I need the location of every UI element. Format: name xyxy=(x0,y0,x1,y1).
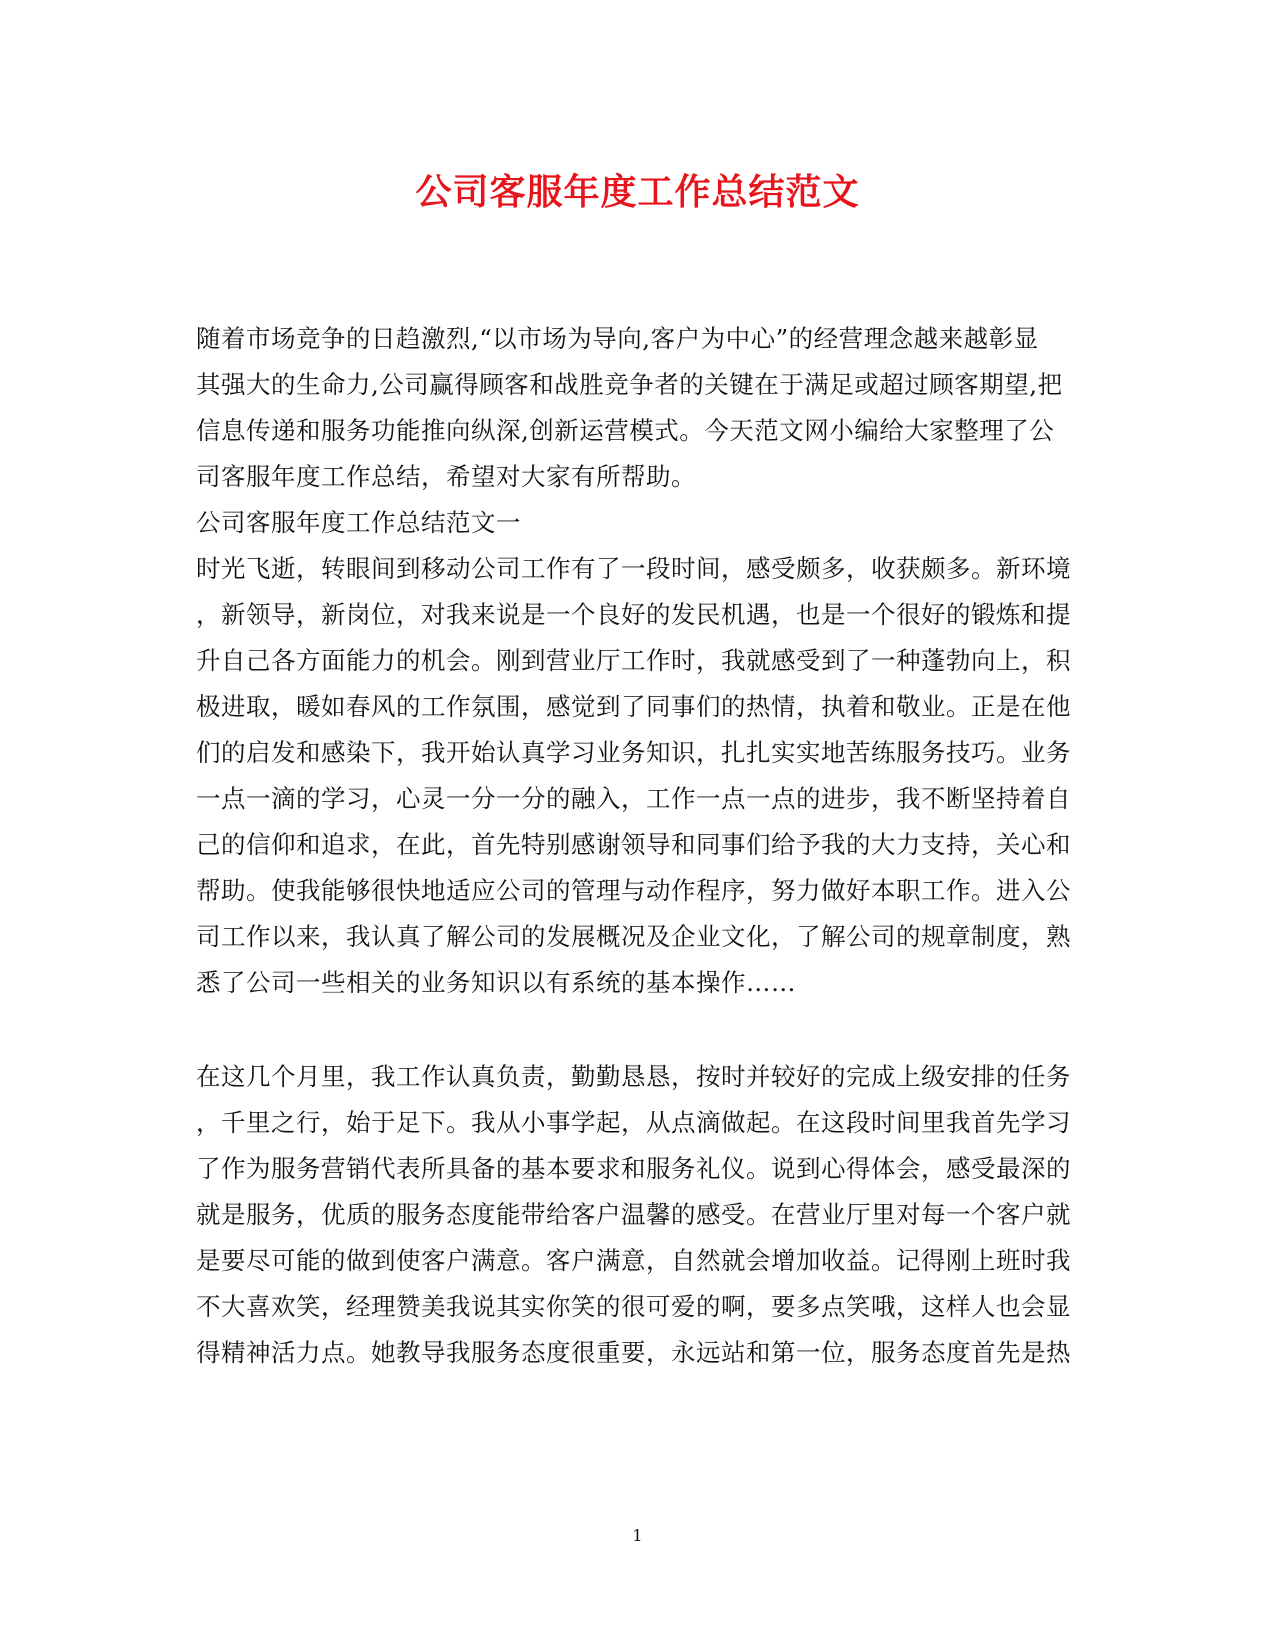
text-line: 不大喜欢笑，经理赞美我说其实你笑的很可爱的啊，要多点笑哦，这样人也会显 xyxy=(196,1292,1071,1321)
text-line: 升自己各方面能力的机会。刚到营业厅工作时，我就感受到了一种蓬勃向上，积 xyxy=(196,646,1071,675)
text-line: 在这几个月里，我工作认真负责，勤勤恳恳，按时并较好的完成上级安排的任务 xyxy=(196,1062,1071,1091)
text-line: 就是服务，优质的服务态度能带给客户温馨的感受。在营业厅里对每一个客户就 xyxy=(196,1200,1071,1229)
text-line: 们的启发和感染下，我开始认真学习业务知识，扎扎实实地苦练服务技巧。业务 xyxy=(196,738,1071,767)
text-line: 帮助。使我能够很快地适应公司的管理与动作程序，努力做好本职工作。进入公 xyxy=(196,876,1071,905)
text-line: ，千里之行，始于足下。我从小事学起，从点滴做起。在这段时间里我首先学习 xyxy=(196,1108,1071,1137)
text-line: 时光飞逝，转眼间到移动公司工作有了一段时间，感受颇多，收获颇多。新环境 xyxy=(196,554,1071,583)
text-line: 悉了公司一些相关的业务知识以有系统的基本操作…… xyxy=(196,968,796,997)
section-heading: 公司客服年度工作总结范文一 xyxy=(196,508,521,537)
text-line: 随着市场竞争的日趋激烈,“以市场为导向,客户为中心”的经营理念越来越彰显 xyxy=(196,324,1039,353)
text-line: 是要尽可能的做到使客户满意。客户满意，自然就会增加收益。记得刚上班时我 xyxy=(196,1246,1071,1275)
text-line: 一点一滴的学习，心灵一分一分的融入，工作一点一点的进步，我不断坚持着自 xyxy=(196,784,1071,813)
text-line: 司客服年度工作总结，希望对大家有所帮助。 xyxy=(196,462,696,491)
text-line: 极进取，暖如春风的工作氛围，感觉到了同事们的热情，执着和敬业。正是在他 xyxy=(196,692,1071,721)
text-line: 己的信仰和追求，在此，首先特别感谢领导和同事们给予我的大力支持，关心和 xyxy=(196,830,1071,859)
page-number: 1 xyxy=(632,1526,643,1545)
text-line: 司工作以来，我认真了解公司的发展概况及企业文化，了解公司的规章制度，熟 xyxy=(196,922,1071,951)
text-line: 得精神活力点。她教导我服务态度很重要，永远站和第一位，服务态度首先是热 xyxy=(196,1338,1071,1367)
document-title: 公司客服年度工作总结范文 xyxy=(415,171,860,213)
text-line: 了作为服务营销代表所具备的基本要求和服务礼仪。说到心得体会，感受最深的 xyxy=(196,1154,1071,1183)
text-line: 信息传递和服务功能推向纵深,创新运营模式。今天范文网小编给大家整理了公 xyxy=(196,416,1055,445)
text-line: ，新领导，新岗位，对我来说是一个良好的发民机遇，也是一个很好的锻炼和提 xyxy=(196,600,1071,629)
text-line: 其强大的生命力,公司赢得顾客和战胜竞争者的关键在于满足或超过顾客期望,把 xyxy=(196,370,1063,399)
